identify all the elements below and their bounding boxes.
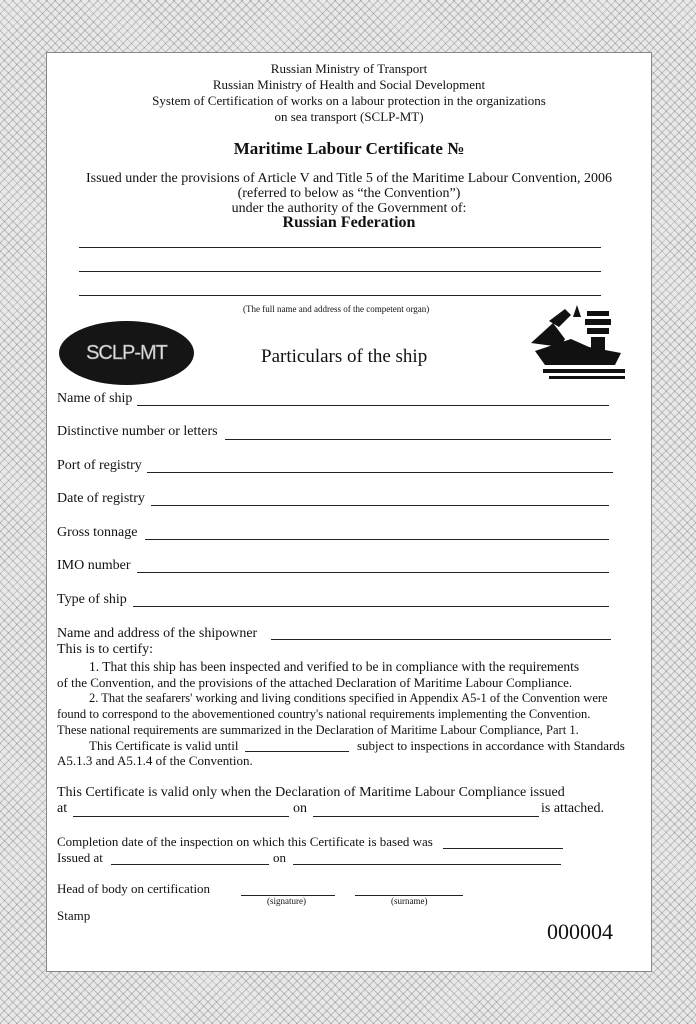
- country-name: Russian Federation: [282, 214, 416, 231]
- issued-line-3: under the authority of the Government of:: [231, 201, 467, 216]
- declaration-attached-label: is attached.: [541, 801, 604, 816]
- subject-to-label: subject to inspections in accordance with Standards: [357, 738, 625, 753]
- label-port: Port of registry: [57, 458, 142, 473]
- shipowner-field[interactable]: [271, 639, 611, 640]
- issued-at-label: Issued at: [57, 850, 103, 865]
- standards-label: A5.1.3 and A5.1.4 of the Convention.: [57, 753, 253, 768]
- issued-at-field[interactable]: [111, 864, 269, 865]
- signature-caption: (signature): [267, 896, 306, 906]
- certify-p2a: 2. That the seafarers' working and living conditions specified in Appendix A5-1 of the Convention were: [89, 691, 608, 705]
- particulars-heading: Particulars of the ship: [261, 346, 428, 367]
- organ-line-2: [79, 271, 601, 272]
- issued-on-field[interactable]: [293, 864, 561, 865]
- header-line-4: on sea transport (SCLP-MT): [274, 109, 424, 124]
- distinctive-field[interactable]: [225, 439, 611, 440]
- certificate-title: Maritime Labour Certificate №: [233, 139, 465, 158]
- name-of-ship-field[interactable]: [137, 405, 609, 406]
- sclp-mt-logo: SCLP-MT: [59, 321, 194, 385]
- head-label: Head of body on certification: [57, 881, 211, 896]
- organ-caption: (The full name and address of the competent organ): [243, 304, 430, 314]
- issued-line-1: Issued under the provisions of Article V and Title 5 of the Maritime Labour Convention, 2006: [86, 171, 612, 186]
- ship-icon: [531, 303, 627, 383]
- header-line-1: Russian Ministry of Transport: [270, 61, 428, 76]
- surname-caption: (surname): [391, 896, 428, 906]
- label-name-of-ship: Name of ship: [57, 391, 133, 406]
- stamp-label: Stamp: [57, 908, 91, 923]
- certify-p2c: These national requirements are summarized in the Declaration of Maritime Labour Compliance, Part 1.: [57, 723, 579, 737]
- certify-intro: This is to certify:: [57, 642, 154, 657]
- issued-line-2: (referred to below as “the Convention”): [237, 186, 461, 201]
- certify-p2b: found to correspond to the abovementioned country's national requirements implementing the Convention.: [57, 707, 591, 721]
- organ-line-1: [79, 247, 601, 248]
- label-shipowner: Name and address of the shipowner: [57, 626, 258, 641]
- valid-until-field[interactable]: [245, 751, 349, 752]
- declaration-on-field[interactable]: [313, 816, 539, 817]
- label-type: Type of ship: [57, 592, 127, 607]
- completion-line-1: Completion date of the inspection on which this Certificate is based was: [57, 834, 433, 849]
- serial-number: 000004: [547, 919, 613, 944]
- declaration-at-label: at: [57, 801, 68, 816]
- valid-until-label: This Certificate is valid until: [89, 738, 239, 753]
- certify-p1b: of the Convention, and the provisions of the attached Declaration of Maritime Labour Compliance.: [57, 675, 573, 690]
- declaration-line-1: This Certificate is valid only when the Declaration of Maritime Labour Compliance issued: [57, 785, 565, 800]
- imo-field[interactable]: [137, 572, 609, 573]
- certificate-body: [46, 52, 652, 972]
- declaration-on-label: on: [293, 801, 307, 816]
- declaration-at-field[interactable]: [73, 816, 289, 817]
- certify-p1a: 1. That this ship has been inspected and verified to be in compliance with the requirements: [89, 659, 580, 674]
- header-line-2: Russian Ministry of Health and Social Development: [212, 77, 486, 92]
- label-imo: IMO number: [57, 558, 131, 573]
- label-gross: Gross tonnage: [57, 525, 138, 540]
- label-date: Date of registry: [57, 491, 145, 506]
- completion-date-field[interactable]: [443, 848, 563, 849]
- organ-line-3: [79, 295, 601, 296]
- gross-field[interactable]: [145, 539, 609, 540]
- port-field[interactable]: [147, 472, 613, 473]
- header-line-3: System of Certification of works on a labour protection in the organizations: [152, 93, 546, 108]
- date-field[interactable]: [151, 505, 609, 506]
- issued-on-label: on: [273, 850, 286, 865]
- label-distinctive: Distinctive number or letters: [57, 424, 218, 439]
- type-field[interactable]: [133, 606, 609, 607]
